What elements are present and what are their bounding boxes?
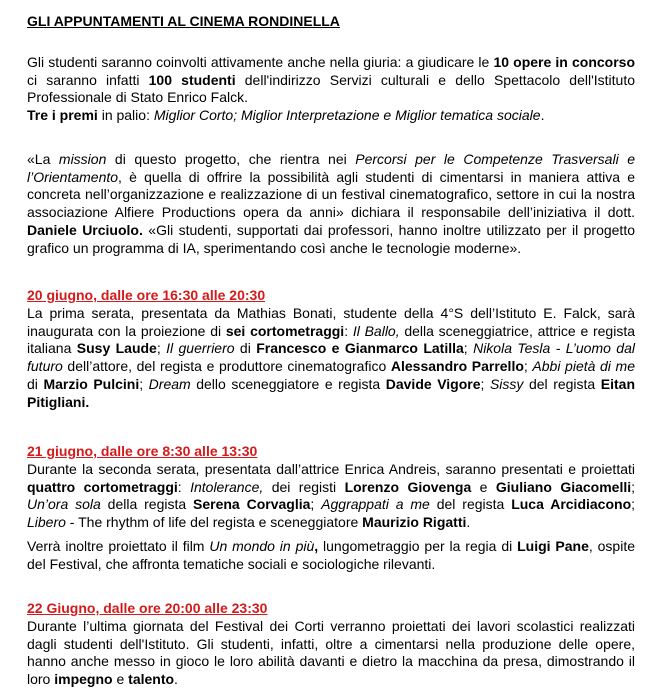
text-run: Daniele Urciuolo. bbox=[27, 221, 143, 238]
text-run: «Gli studenti, supportati dai professori, hanno inoltre utilizzato per il progetto grafico un programma di IA, sperimentando così anche le tecnologie moderne». bbox=[27, 221, 635, 256]
text-run: dell’attore, del regista e produttore cinematografico bbox=[62, 358, 391, 375]
day1-paragraph bbox=[27, 305, 635, 411]
text-run: e bbox=[112, 671, 129, 688]
text-run: . bbox=[466, 514, 471, 531]
day3-heading: 22 Giugno, dalle ore 20:00 alle 23:30 bbox=[27, 600, 268, 616]
text-run: di questo progetto, che rientra nei bbox=[106, 151, 356, 167]
text-run: ; bbox=[631, 478, 636, 495]
text-run: del regista bbox=[523, 375, 601, 392]
text-run: talento bbox=[128, 671, 175, 688]
text-run: Libero bbox=[27, 514, 66, 531]
text-run: Il guerriero bbox=[166, 340, 235, 357]
text-run: Un’ora sola bbox=[27, 496, 101, 513]
text-run: sei cortometraggi bbox=[225, 322, 345, 339]
text-run: Francesco e Gianmarco Latilla bbox=[256, 340, 464, 357]
text-run: - The rhythm of life del regista e sceneggiatore bbox=[65, 514, 363, 531]
day3-paragraph bbox=[27, 618, 635, 689]
text-run: Gli studenti saranno coinvolti attivamente anche nella giuria: a giudicare le bbox=[27, 54, 494, 70]
text-run: in palio: bbox=[97, 107, 154, 123]
text-run: lungometraggio per la regia di bbox=[318, 538, 518, 554]
text-run: . bbox=[174, 671, 178, 688]
text-run: dei registi bbox=[263, 478, 345, 495]
text-run: Tre i premi bbox=[27, 107, 98, 123]
day2-paragraph bbox=[27, 461, 635, 532]
text-run: Nikola Tesla - L’uomo dal futuro bbox=[27, 340, 635, 375]
text-run: Marzio Pulcini bbox=[43, 375, 140, 392]
text-run: Luigi Pane bbox=[517, 538, 589, 554]
text-run: Durante la seconda serata, presentata dall’attrice Enrica Andreis, saranno presentati e proiettati bbox=[27, 461, 635, 477]
text-run: Verrà inoltre proiettato il film bbox=[27, 538, 210, 554]
text-run: Susy Laude bbox=[76, 340, 157, 357]
text-run: impegno bbox=[54, 671, 113, 688]
text-run: quattro cortometraggi bbox=[27, 478, 178, 495]
text-run: Abbi pietà di me bbox=[532, 358, 635, 375]
text-run: e bbox=[471, 478, 496, 495]
text-run: Miglior Corto; Miglior Interpretazione e Miglior tematica sociale bbox=[153, 107, 541, 123]
page-title: GLI APPUNTAMENTI AL CINEMA RONDINELLA bbox=[27, 13, 340, 29]
text-run: Luca Arcidiacono bbox=[511, 496, 632, 513]
text-run: ; bbox=[631, 496, 636, 513]
day2-film-paragraph bbox=[27, 538, 635, 573]
prizes-paragraph bbox=[27, 107, 635, 125]
text-run: di bbox=[234, 340, 257, 357]
text-run: Aggrappati a me bbox=[321, 496, 430, 513]
text-run: Davide Vigore bbox=[385, 375, 481, 392]
text-run: Giuliano Giacomelli bbox=[495, 478, 632, 495]
text-run: , è quella di offrire la possibilità agli studenti di cimentarsi in maniera attiva e concreta nell’organizzazione e realizzazione di un festival cinematografico, settore in cui la nostra associazione Alfiere Productions opera da anni» dichiara il responsabile dell’iniziativa il dott. bbox=[27, 168, 635, 221]
text-run: Il Ballo, bbox=[352, 322, 400, 339]
text-run: ; bbox=[310, 496, 322, 513]
text-run: mission bbox=[58, 151, 107, 167]
quote-paragraph bbox=[27, 151, 635, 257]
text-run: ; bbox=[139, 375, 149, 392]
text-run: . bbox=[540, 107, 545, 123]
text-run: della sceneggiatrice, attrice e regista italiana bbox=[27, 322, 636, 357]
text-run: Intolerance, bbox=[190, 478, 264, 495]
text-run: Dream bbox=[148, 375, 191, 392]
day1-heading: 20 giugno, dalle ore 16:30 alle 20:30 bbox=[27, 287, 266, 303]
text-run: , ospite del Festival, che affronta tematiche sociali e sociologiche rilevanti. bbox=[27, 538, 635, 572]
text-run: : bbox=[177, 478, 191, 495]
text-run: , bbox=[314, 538, 319, 554]
text-run: di bbox=[27, 375, 44, 392]
text-run: Percorsi per le Competenze Trasversali e l’Orientamento bbox=[27, 151, 636, 185]
text-run: ; bbox=[156, 340, 167, 357]
text-run: : bbox=[344, 322, 353, 339]
text-run: Un mondo in più bbox=[209, 538, 315, 554]
text-run: ; bbox=[480, 375, 490, 392]
day2-heading: 21 giugno, dalle ore 8:30 alle 13:30 bbox=[27, 443, 258, 459]
text-run: ci saranno infatti bbox=[27, 71, 149, 88]
text-run: dello sceneggiatore e regista bbox=[190, 375, 386, 392]
text-run: Maurizio Rigatti bbox=[362, 514, 467, 531]
text-run: «La bbox=[27, 151, 59, 167]
text-run: Eitan Pitigliani. bbox=[27, 375, 635, 410]
text-run: 100 studenti bbox=[148, 71, 236, 88]
text-run: Lorenzo Giovenga bbox=[344, 478, 472, 495]
intro-paragraph bbox=[27, 54, 635, 107]
text-run: Alessandro Parrello bbox=[390, 358, 524, 375]
text-run: La prima serata, presentata da Mathias Bonati, studente della 4°S dell’Istituto E. Falck, sarà inaugurata con la proiezione di bbox=[27, 305, 635, 339]
text-run: ; bbox=[523, 358, 533, 375]
text-run: dell'indirizzo Servizi culturali e dello Spettacolo dell'Istituto Professionale di Stato Enrico Falck. bbox=[27, 71, 635, 106]
text-run: ; bbox=[463, 340, 474, 357]
text-run: del regista bbox=[429, 496, 512, 513]
text-run: 10 opere in concorso bbox=[493, 54, 635, 70]
text-run: Sissy bbox=[489, 375, 524, 392]
text-run: Serena Corvaglia bbox=[193, 496, 311, 513]
text-run: Durante l’ultima giornata del Festival dei Corti verranno proiettati dei lavori scolastici realizzati dagli studenti dell'Istituto. Gli studenti, infatti, oltre a cimentarsi nella produzione delle opere, hanno anche messo in gioco le loro abilità davanti e dietro la macchina da presa, dimostrando il loro bbox=[27, 618, 635, 688]
text-run: della regista bbox=[100, 496, 194, 513]
